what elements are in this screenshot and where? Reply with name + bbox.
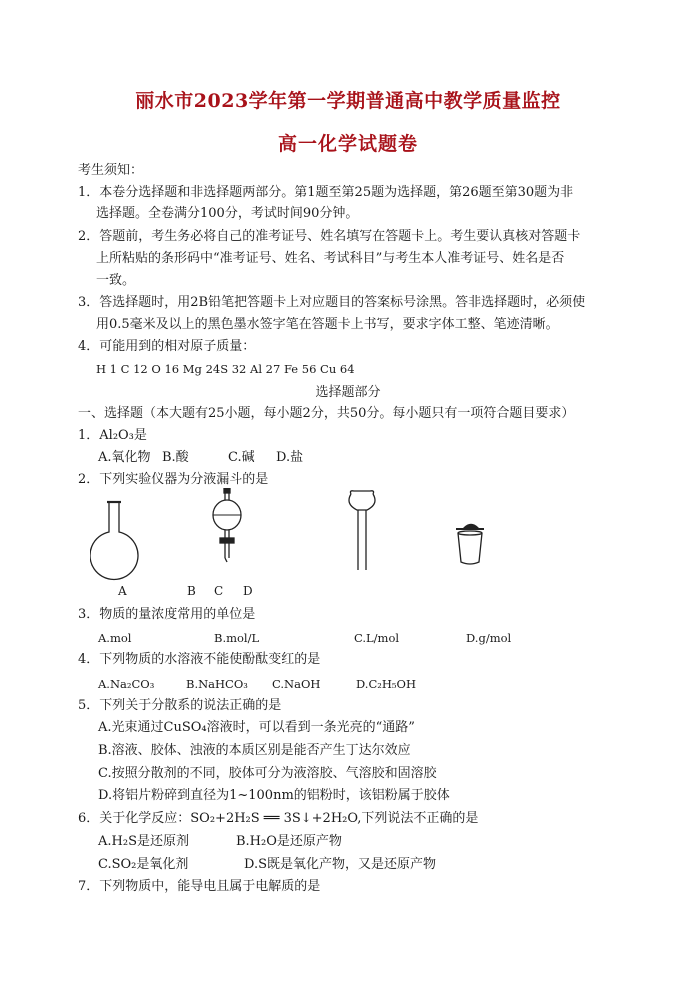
question-6-options-row-1 (98, 833, 342, 851)
notice-item-2-line-2: 上所粘贴的条形码中“准考证号、姓名、考试科目”与考生本人准考证号、姓名是否 (96, 251, 565, 266)
question-4-options (98, 675, 416, 693)
notice-heading: 考生须知： (78, 163, 144, 178)
exam-title: 丽水市2023学年第一学期普通高中教学质量监控 (135, 90, 561, 112)
notice-item-4: 4．可能用到的相对原子质量： (78, 339, 256, 354)
q6-option-c: C.SO₂是氧化剂 (98, 857, 189, 872)
atomic-masses: H 1 C 12 O 16 Mg 24S 32 Al 27 Fe 56 Cu 64 (96, 362, 355, 376)
q1-option-a: A.氧化物 (98, 450, 151, 465)
bulb-funnel-icon (349, 491, 375, 570)
q4-option-b: B.NaHCO₃ (186, 677, 248, 691)
q4-option-a: A.Na₂CO₃ (98, 677, 155, 691)
q1-option-d: D.盐 (276, 450, 304, 465)
question-2-stem: 2．下列实验仪器为分液漏斗的是 (78, 472, 269, 487)
section-title: 选择题部分 (315, 385, 381, 400)
q3-option-b: B.mol/L (214, 631, 260, 645)
question-6-stem: 6．关于化学反应：SO₂+2H₂S ══ 3S↓+2H₂O,下列说法不正确的是 (78, 811, 479, 826)
label-b: B (187, 584, 196, 598)
label-a: A (118, 584, 127, 598)
q6-option-b: B.H₂O是还原产物 (236, 834, 342, 849)
question-3-options (98, 629, 511, 647)
q3-option-d: D.g/mol (466, 631, 512, 645)
question-6-options-row-2 (98, 856, 436, 874)
q3-option-a: A.mol (98, 631, 132, 645)
notice-item-2-line-3: 一致。 (96, 273, 136, 288)
apparatus-drawing (90, 488, 550, 600)
label-d: D (243, 584, 253, 598)
q5-option-d: D.将铝片粉碎到直径为1~100nm的铝粉时，该铝粉属于胶体 (98, 788, 450, 803)
notice-item-3-line-2: 用0.5毫米及以上的黑色墨水签字笔在答题卡上书写，要求字体工整、笔迹清晰。 (96, 317, 559, 332)
question-5-stem: 5．下列关于分散系的说法正确的是 (78, 698, 282, 713)
question-1-options (98, 449, 303, 467)
q3-option-c: C.L/mol (354, 631, 400, 645)
question-7-stem: 7．下列物质中，能导电且属于电解质的是 (78, 879, 321, 894)
q5-option-b: B.溶液、胶体、浊液的本质区别是能否产生丁达尔效应 (98, 743, 411, 758)
crucible-icon (456, 525, 484, 565)
q5-option-a: A.光束通过CuSO₄溶液时，可以看到一条光亮的“通路” (98, 720, 415, 735)
q1-option-c: C.碱 (228, 450, 255, 465)
q4-option-c: C.NaOH (272, 677, 321, 691)
notice-item-3-line-1: 3．答选择题时，用2B铅笔把答题卡上对应题目的答案标号涂黑。答非选择题时，必须使 (78, 295, 586, 310)
notice-item-1-line-1: 1．本卷分选择题和非选择题两部分。第1题至第25题为选择题，第26题至第30题为非 (78, 185, 574, 200)
q6-option-d: D.S既是氧化产物，又是还原产物 (244, 857, 436, 872)
separatory-funnel-icon (213, 488, 241, 562)
question-1-stem: 1．Al₂O₃是 (78, 428, 147, 443)
question-4-stem: 4．下列物质的水溶液不能使酚酞变红的是 (78, 652, 321, 667)
q5-option-c: C.按照分散剂的不同，胶体可分为液溶胶、气溶胶和固溶胶 (98, 766, 437, 781)
q1-option-b: B.酸 (162, 450, 189, 465)
label-c: C (214, 584, 224, 598)
notice-item-2-line-1: 2．答题前，考生务必将自己的准考证号、姓名填写在答题卡上。考生要认真核对答题卡 (78, 229, 581, 244)
q6-option-a: A.H₂S是还原剂 (98, 834, 189, 849)
exam-subtitle: 高一化学试题卷 (277, 133, 418, 155)
notice-item-1-line-2: 选择题。全卷满分100分，考试时间90分钟。 (96, 206, 359, 221)
apparatus-figure (90, 488, 550, 600)
question-3-stem: 3．物质的量浓度常用的单位是 (78, 607, 256, 622)
round-bottom-flask-icon (90, 502, 138, 579)
section-instruction: 一、选择题（本大题有25小题，每小题2分，共50分。每小题只有一项符合题目要求） (78, 406, 575, 421)
q4-option-d: D.C₂H₅OH (356, 677, 416, 691)
